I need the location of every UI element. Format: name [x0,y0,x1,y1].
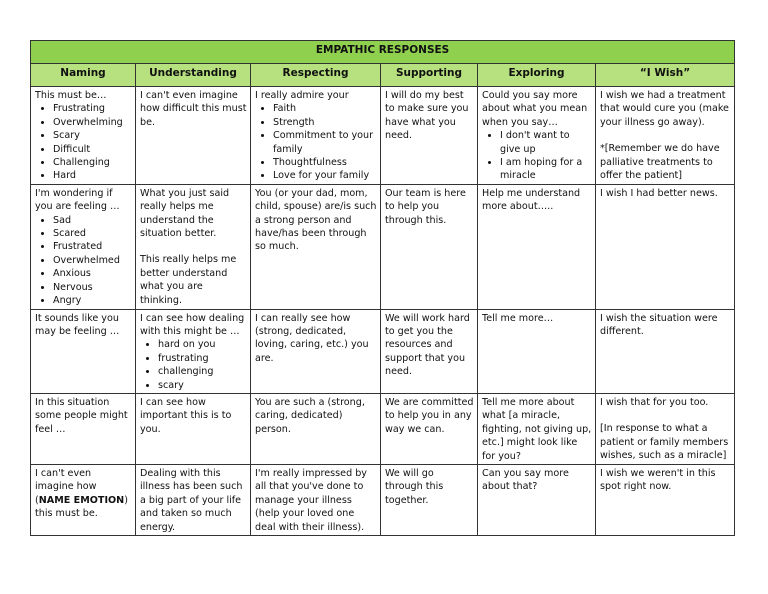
cell-exploring: Tell me more about what [a miracle, fighting, not giving up, etc.] might look like for you? [478,393,596,464]
table-title: EMPATHIC RESPONSES [31,41,735,64]
wish-text: I wish that for you too. [600,396,709,408]
understanding-text-2: This really helps me better understand what you are thinking. [140,254,237,306]
list-item: • scary [158,379,247,392]
table-row [31,309,735,393]
header-understanding: Understanding [136,64,251,87]
cell-respecting: I can really see how (strong, dedicated, loving, caring, etc.) you are. [251,309,381,393]
cell-intro: This must be… [35,90,107,101]
cell-i-wish [596,87,735,185]
list-item: • Scary [53,129,132,142]
cell-i-wish: I wish the situation were different. [596,309,735,393]
header-row [31,64,735,87]
header-supporting: Supporting [381,64,478,87]
list-item: • Scared [53,227,132,240]
cell-supporting: I will do my best to make sure you have what you need. [381,87,478,185]
cell-naming: In this situation some people might feel … [31,393,136,464]
naming-prefix: I can't even imagine how ( [35,467,97,506]
list-item: • Sad [53,214,132,227]
list-item: • hard on you [158,338,247,351]
list-item: • Overwhelmed [53,254,132,267]
table-row [31,393,735,464]
cell-i-wish: I wish we weren't in this spot right now. [596,464,735,535]
header-naming: Naming [31,64,136,87]
cell-exploring [478,87,596,185]
cell-supporting: We are committed to help you in any way we can. [381,393,478,464]
wish-text: I wish we had a treatment that would cure you (make your illness go away). [600,90,729,128]
cell-supporting: We will work hard to get you the resources and support that you need. [381,309,478,393]
list-item: • Challenging [53,156,132,169]
wish-note: [In response to what a patient or family members wishes, such as a miracle] [600,423,729,462]
name-emotion-placeholder: NAME EMOTION [38,494,125,506]
list-item: • Commitment to your family [273,129,377,156]
list-item: • Nervous [53,281,132,294]
cell-understanding: I can see how important this is to you. [136,393,251,464]
list-item: • I am hoping for a miracle [500,156,592,183]
cell-naming [31,184,136,309]
cell-intro: I'm wondering if you are feeling … [35,187,120,213]
feeling-list [35,214,132,308]
cell-exploring: Help me understand more about….. [478,184,596,309]
quote-list [482,129,592,183]
cell-understanding [136,309,251,393]
cell-understanding: I can't even imagine how difficult this must be. [136,87,251,185]
list-item: • I don't want to give up [500,129,592,156]
list-item: • Anxious [53,267,132,280]
header-exploring: Exploring [478,64,596,87]
list-item: • Overwhelming [53,116,132,129]
cell-i-wish [596,393,735,464]
wish-note: *[Remember we do have palliative treatments to offer the patient] [600,143,720,182]
list-item: • challenging [158,365,247,378]
cell-supporting: We will go through this together. [381,464,478,535]
cell-exploring: Tell me more… [478,309,596,393]
list-item: • frustrating [158,352,247,365]
cell-respecting: You (or your dad, mom, child, spouse) are/is such a strong person and have/has been through so much. [251,184,381,309]
cell-naming [31,87,136,185]
table-row [31,464,735,535]
cell-supporting: Our team is here to help you through this. [381,184,478,309]
feeling-list [35,102,132,182]
header-i-wish: “I Wish” [596,64,735,87]
header-respecting: Respecting [251,64,381,87]
list-item: • Frustrated [53,240,132,253]
empathic-responses-table [30,40,735,536]
cell-respecting: I'm really impressed by all that you've done to manage your illness (help your loved one deal with their illness). [251,464,381,535]
cell-i-wish: I wish I had better news. [596,184,735,309]
table-row [31,184,735,309]
cell-intro: I can see how dealing with this might be … [140,312,245,337]
cell-understanding: Dealing with this illness has been such a big part of your life and taken so much energy. [136,464,251,535]
list-item: • Strength [273,116,377,129]
cell-exploring: Can you say more about that? [478,464,596,535]
understanding-text: What you just said really helps me understand the situation better. [140,187,230,240]
table-row [31,87,735,185]
list-item: • Love for your family [273,169,377,182]
list-item: • Hard [53,169,132,182]
cell-intro: Could you say more about what you mean when you say… [482,90,588,128]
list-item: • Thoughtfulness [273,156,377,169]
naming-suffix: ) this must be. [35,494,128,520]
list-item: • Frustrating [53,102,132,115]
cell-respecting: You are such a (strong, caring, dedicated) person. [251,393,381,464]
cell-naming: It sounds like you may be feeling … [31,309,136,393]
cell-naming [31,464,136,535]
cell-understanding [136,184,251,309]
list-item: • Faith [273,102,377,115]
cell-intro: I really admire your [255,90,349,101]
admire-list [255,102,377,182]
feeling-list [140,338,247,392]
cell-respecting [251,87,381,185]
list-item: • Difficult [53,143,132,156]
list-item: • Angry [53,294,132,307]
